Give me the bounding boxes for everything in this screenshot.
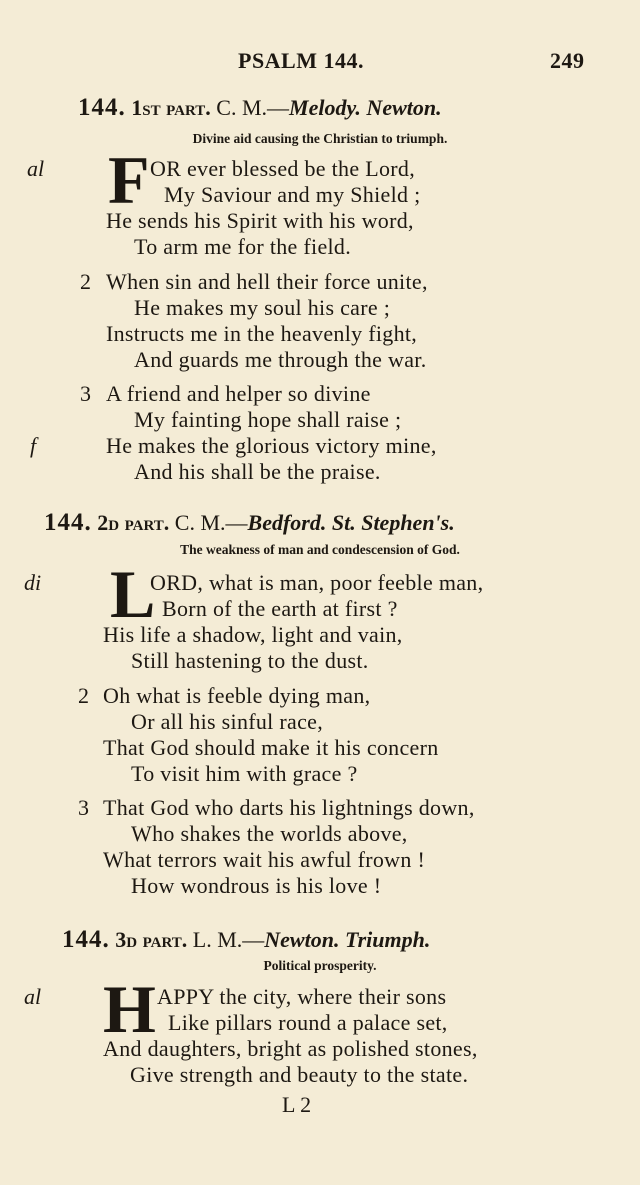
verse-line: That God should make it his concern bbox=[103, 735, 439, 760]
hymn-heading bbox=[44, 509, 455, 537]
hymn-heading bbox=[78, 94, 442, 122]
verse-line: APPY the city, where their sons bbox=[157, 984, 447, 1009]
hymn-part: 3d part. bbox=[115, 927, 188, 952]
running-title: PSALM 144. bbox=[238, 48, 364, 73]
verse-number: 2 bbox=[78, 683, 89, 708]
verse-line: To arm me for the field. bbox=[134, 234, 352, 259]
hymn-number: 144. bbox=[44, 509, 92, 536]
verse-line: His life a shadow, light and vain, bbox=[103, 622, 403, 647]
verse-line: And guards me through the war. bbox=[134, 347, 427, 372]
verse-line: Instructs me in the heavenly fight, bbox=[106, 321, 418, 346]
verse-line: What terrors wait his awful frown ! bbox=[103, 847, 426, 872]
verse-line: That God who darts his lightnings down, bbox=[103, 795, 475, 820]
verse-line: He sends his Spirit with his word, bbox=[106, 208, 414, 233]
dynamic-marker: f bbox=[30, 433, 37, 458]
verse-line: Oh what is feeble dying man, bbox=[103, 683, 371, 708]
hymn-number: 144. bbox=[78, 94, 126, 121]
hymn-subtitle: Political prosperity. bbox=[263, 958, 377, 973]
verse-number: 2 bbox=[80, 269, 91, 294]
drop-cap: L bbox=[110, 556, 156, 632]
verse-line: My fainting hope shall raise ; bbox=[134, 407, 402, 432]
signature-mark: L 2 bbox=[282, 1092, 312, 1117]
dynamic-marker: al bbox=[27, 156, 45, 181]
verse-line: And daughters, bright as polished stones, bbox=[103, 1036, 478, 1061]
hymn-tunes: Newton. Triumph. bbox=[264, 927, 431, 952]
hymn-heading bbox=[62, 926, 430, 954]
verse-number: 3 bbox=[80, 381, 91, 406]
hymn-meter: C. M.— bbox=[174, 510, 248, 535]
verse-line: Give strength and beauty to the state. bbox=[130, 1062, 469, 1087]
verse-line: He makes the glorious victory mine, bbox=[106, 433, 437, 458]
drop-cap: H bbox=[103, 971, 156, 1047]
hymn-tunes: Bedford. St. Stephen's. bbox=[247, 510, 455, 535]
hymn-tunes: Melody. Newton. bbox=[289, 95, 442, 120]
verse-line: Or all his sinful race, bbox=[131, 709, 324, 734]
verse-line: When sin and hell their force unite, bbox=[106, 269, 428, 294]
verse-line: And his shall be the praise. bbox=[134, 459, 381, 484]
verse-line: ORD, what is man, poor feeble man, bbox=[150, 570, 484, 595]
drop-cap: F bbox=[108, 142, 150, 218]
verse-line: How wondrous is his love ! bbox=[131, 873, 382, 898]
verse-line: Born of the earth at first ? bbox=[162, 596, 398, 621]
hymn-meter: C. M.— bbox=[216, 95, 290, 120]
dynamic-marker: di bbox=[24, 570, 42, 595]
verse-line: Still hastening to the dust. bbox=[131, 648, 369, 673]
dynamic-marker: al bbox=[24, 984, 42, 1009]
page-number: 249 bbox=[550, 48, 585, 73]
verse-number: 3 bbox=[78, 795, 89, 820]
verse-line: A friend and helper so divine bbox=[106, 381, 371, 406]
hymn-subtitle: Divine aid causing the Christian to triumph. bbox=[192, 131, 448, 146]
hymn-part: 2d part. bbox=[97, 510, 170, 535]
verse-line: My Saviour and my Shield ; bbox=[164, 182, 421, 207]
verse-line: To visit him with grace ? bbox=[131, 761, 358, 786]
verse-line: He makes my soul his care ; bbox=[134, 295, 391, 320]
verse-line: OR ever blessed be the Lord, bbox=[150, 156, 415, 181]
hymn-number: 144. bbox=[62, 926, 110, 953]
hymn-meter: L. M.— bbox=[192, 927, 265, 952]
verse-line: Who shakes the worlds above, bbox=[131, 821, 408, 846]
verse-line: Like pillars round a palace set, bbox=[168, 1010, 448, 1035]
hymn-part: 1st part. bbox=[131, 95, 211, 120]
hymn-subtitle: The weakness of man and condescension of God. bbox=[180, 542, 460, 557]
